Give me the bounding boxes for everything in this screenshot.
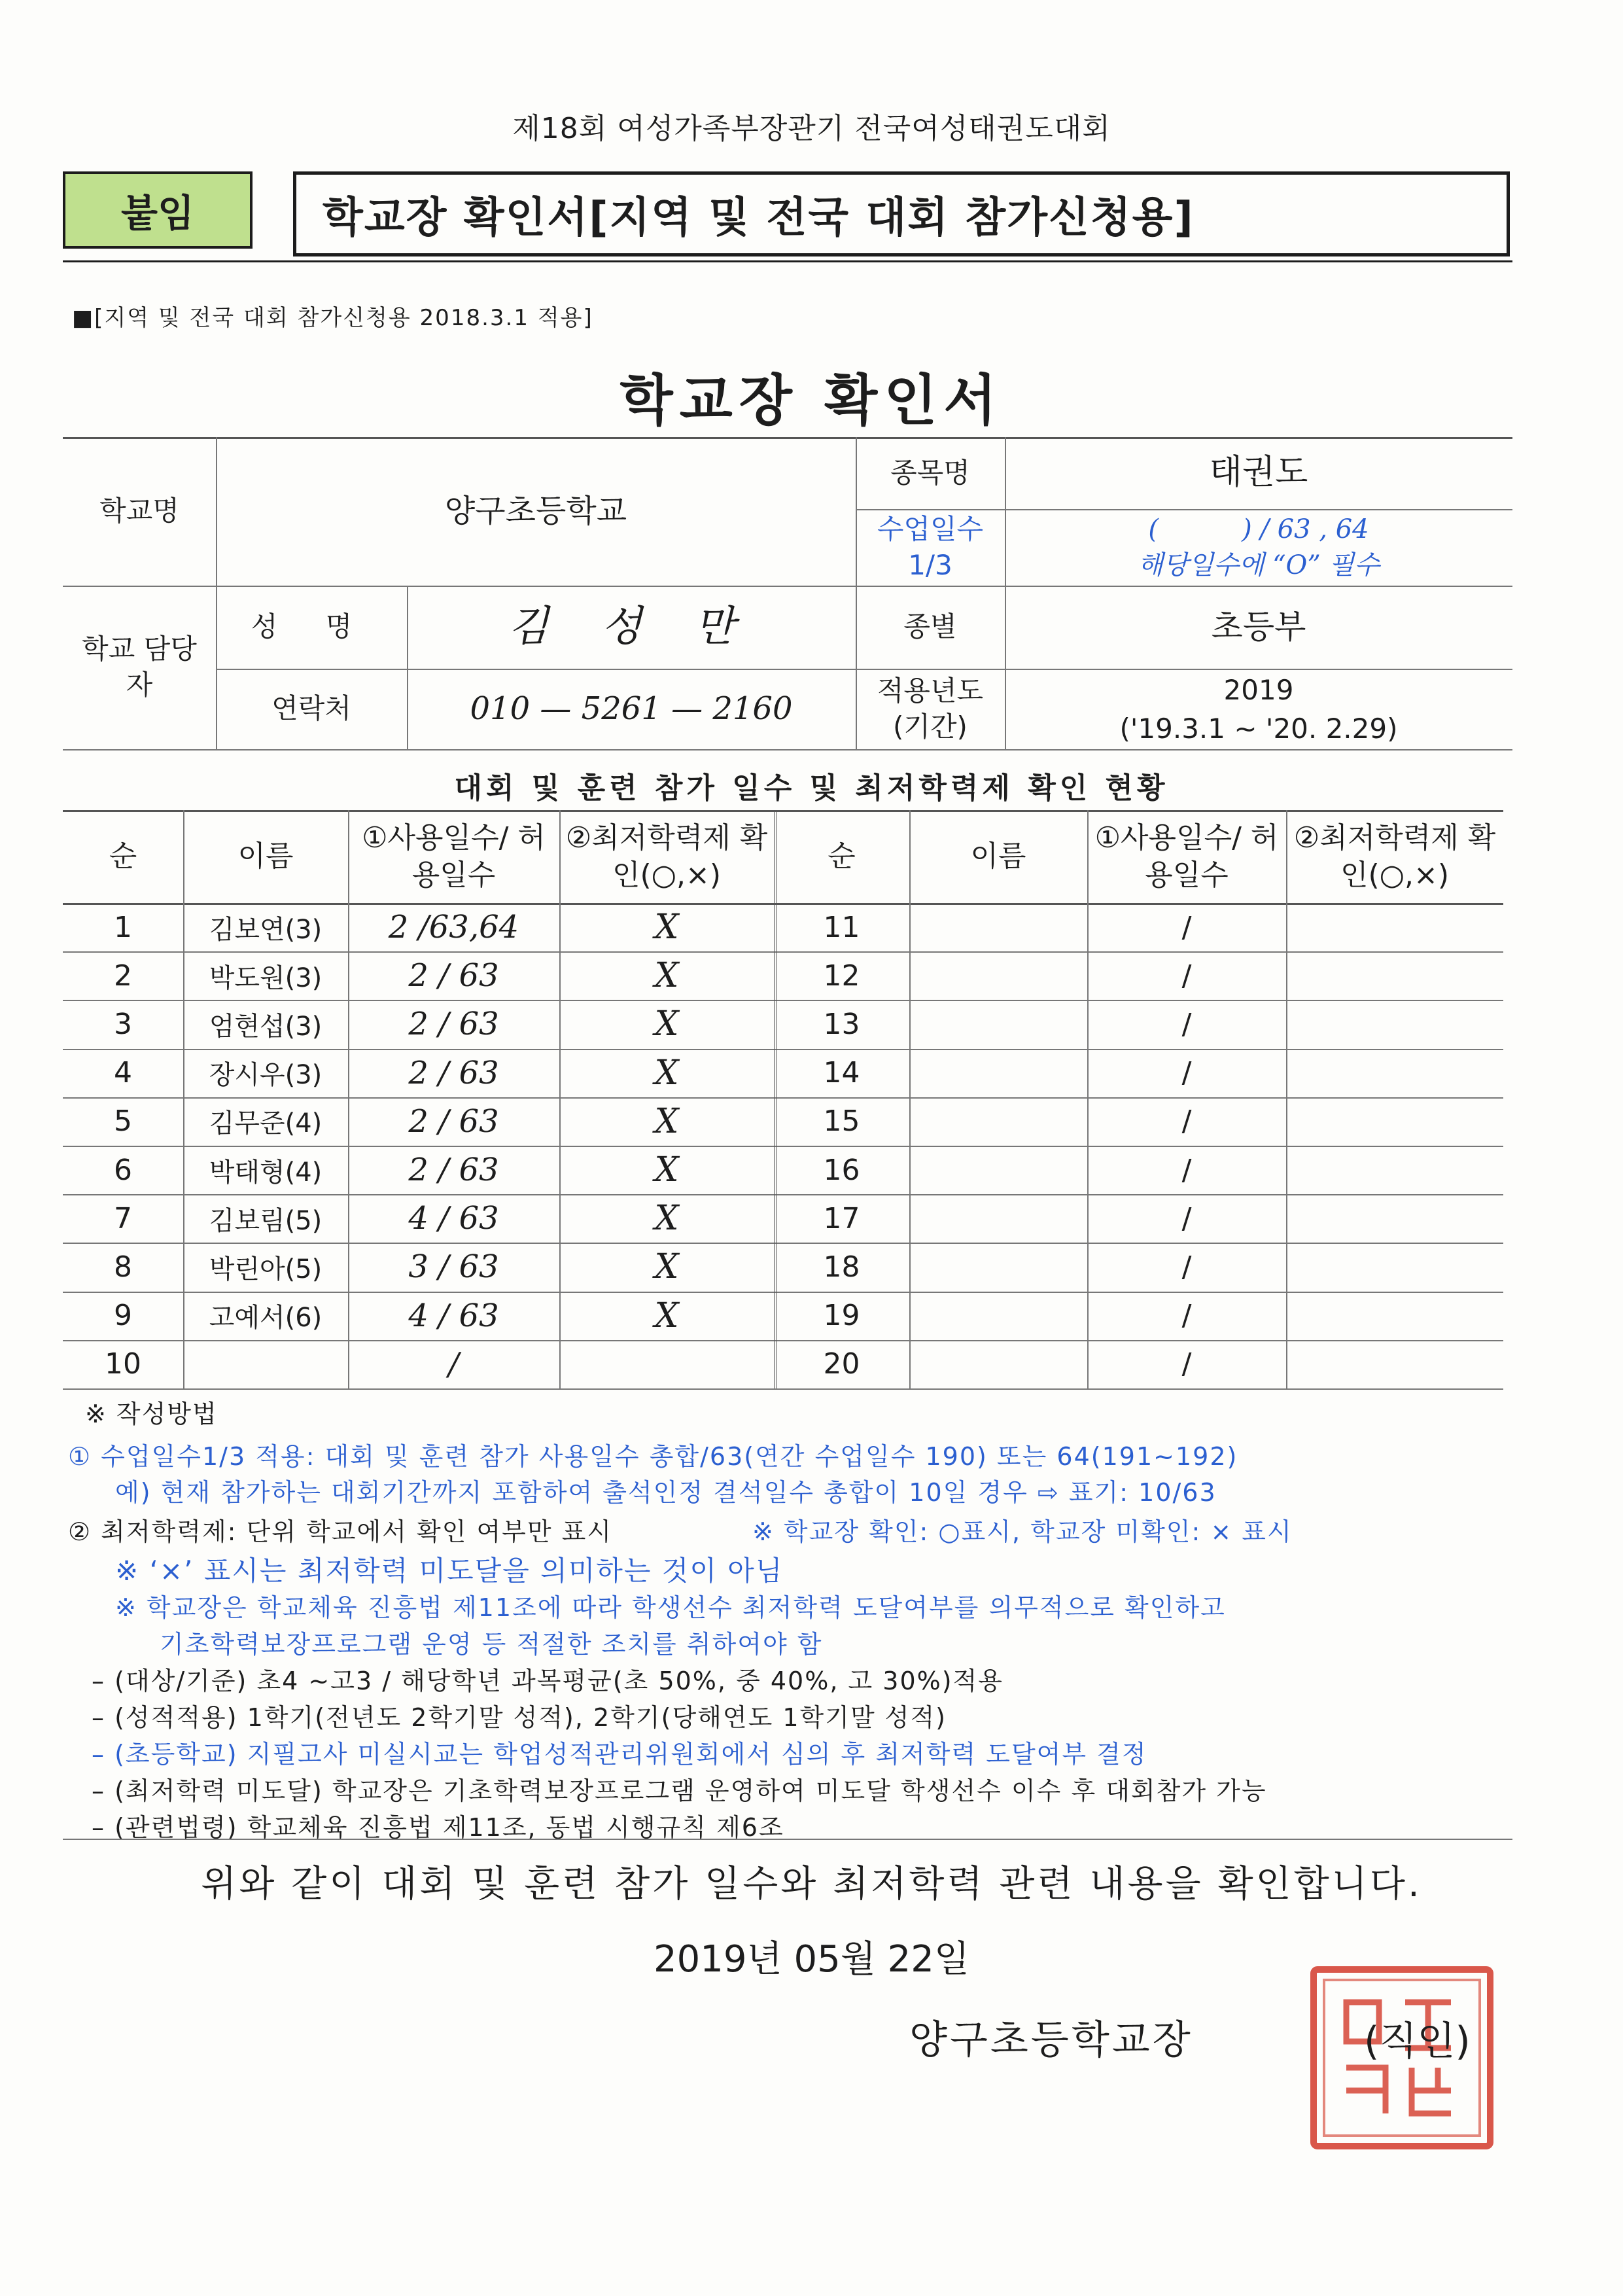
min-academic-mark [1286,903,1503,951]
days-used: 2 / 63 [408,1152,499,1189]
min-academic-mark [1286,1146,1503,1194]
days-used: 3 / 63 [408,1248,499,1286]
days-used: / [1181,959,1192,993]
class-days-label: 수업일수 1/3 [877,512,984,581]
min-academic-mark: X [654,956,679,996]
note-2c: ※ 학교장은 학교체육 진흥법 제11조에 따라 학생선수 최저학력 도달여부를 의무적으로 확인하고 [115,1593,1226,1622]
sport-label: 종목명 [890,456,970,489]
info-table-line [63,749,1512,751]
note-detail-2: – (성적적용) 1학기(전년도 2학기말 성적), 2학기(당해연도 1학기말 성적) [92,1703,947,1732]
divider [63,260,1512,262]
min-academic-mark: X [654,1101,679,1141]
min-academic-mark: X [654,1004,679,1044]
student-name: 박태형(4) [209,1157,323,1188]
student-name: 장시우(3) [209,1060,323,1091]
student-name [909,1000,1087,1048]
days-used: / [1181,1347,1192,1381]
school-value: 양구초등학교 [444,493,627,530]
student-name [909,1292,1087,1340]
days-used: / [1181,1299,1192,1333]
row-number: 16 [823,1153,860,1187]
days-used: 4 / 63 [408,1200,499,1237]
row-number: 7 [114,1201,132,1235]
notes-heading: ※ 작성방법 [85,1400,218,1428]
student-name [909,903,1087,951]
min-academic-mark: X [654,1296,679,1335]
attachment-badge: 붙임 [63,171,253,249]
document-title: 학교장 확인서 [620,368,1003,433]
note-2a-blue: ※ 학교장 확인: ○표시, 학교장 미확인: × 표시 [752,1517,1293,1546]
min-academic-mark: X [654,1199,679,1239]
student-name [909,1146,1087,1194]
days-used: / [1181,1250,1192,1284]
student-name [909,1049,1087,1097]
days-used: 2 /63,64 [388,909,519,946]
table-header-days: ①사용일수/ 허용일수 [1094,821,1279,892]
row-number: 20 [823,1347,860,1381]
table-header-no: 순 [828,839,856,874]
note-2d: 기초학력보장프로그램 운영 등 적절한 조치를 취하여야 함 [160,1630,823,1659]
student-name [183,1340,348,1388]
min-academic-mark [1286,1049,1503,1097]
name-label: 성 명 [251,610,372,643]
days-used: / [1181,1153,1192,1187]
table-header-name: 이름 [237,839,294,874]
min-academic-mark [559,1340,774,1388]
student-name: 박린아(5) [209,1254,323,1284]
row-number: 18 [823,1250,860,1284]
note-1b: 예) 현재 참가하는 대회기간까지 포함하여 출석인정 결석일수 총합이 10일 경우 ⇨ 표기: 10/63 [115,1478,1217,1507]
event-title: 제18회 여성가족부장관기 전국여성태권도대회 [512,112,1111,145]
applies-note: ■[지역 및 전국 대회 참가신청용 2018.3.1 적용] [72,305,593,331]
note-detail-3: – (초등학교) 지필고사 미실시교는 학업성적관리위원회에서 심의 후 최저학력 도달여부 결정 [92,1740,1147,1769]
sport-value: 태권도 [1209,453,1308,493]
days-used: / [1181,910,1192,944]
min-academic-mark [1286,1292,1503,1340]
row-number: 12 [823,959,860,993]
note-detail-5: – (관련법령) 학교체육 진흥법 제11조, 동법 시행규칙 제6조 [92,1813,784,1842]
row-number: 2 [114,959,132,993]
student-name: 엄현섭(3) [209,1011,323,1042]
row-number: 1 [114,910,132,944]
contact-label: 연락처 [271,692,351,725]
table-header-no: 순 [109,839,137,874]
year-value: 2019 [1223,673,1294,706]
division-label: 종별 [903,610,957,643]
days-used: 2 / 63 [408,1103,499,1140]
days-used: 2 / 63 [408,1054,499,1091]
min-academic-mark [1286,951,1503,1000]
class-days-note: 해당일수에 “O” 필수 [1138,550,1380,580]
min-academic-mark [1286,1000,1503,1048]
days-used: / [1181,1056,1192,1090]
row-number: 19 [823,1299,860,1333]
row-number: 11 [823,910,860,944]
attachment-title: 학교장 확인서[지역 및 전국 대회 참가신청용] [293,171,1510,256]
student-name [909,1097,1087,1146]
confirmation-statement: 위와 같이 대회 및 훈련 참가 일수와 최저학력 관련 내용을 확인합니다. [201,1863,1422,1905]
manager-name: 김 성 만 [508,602,755,651]
student-name: 김보연(3) [209,914,323,945]
table-header-days: ①사용일수/ 허용일수 [362,821,546,892]
signature-date: 2019년 05월 22일 [654,1938,969,1981]
table-header-name: 이름 [970,839,1026,874]
days-used: 2 / 63 [408,957,499,995]
row-number: 10 [105,1347,141,1381]
manager-label: 학교 담당자 [82,633,197,701]
student-name [909,1243,1087,1291]
min-academic-mark [1286,1097,1503,1146]
row-number: 15 [823,1104,860,1139]
days-used: / [448,1345,459,1383]
note-2a: ② 최저학력제: 단위 학교에서 확인 여부만 표시 [68,1517,613,1546]
table-header-min: ②최저학력제 확인(○,×) [1293,821,1496,892]
days-used: / [1181,1007,1192,1041]
days-used: 2 / 63 [408,1006,499,1043]
min-academic-mark [1286,1243,1503,1291]
division-value: 초등부 [1211,608,1306,646]
table-header-min: ②최저학력제 확인(○,×) [565,821,768,892]
note-1a: ① 수업일수1/3 적용: 대회 및 훈련 참가 사용일수 총합/63(연간 수업일수 190) 또는 64(191~192) [68,1442,1238,1471]
student-name [909,951,1087,1000]
class-days-value: ( ) / 63 , 64 [1148,514,1369,544]
note-detail-1: – (대상/기준) 초4 ~고3 / 해당학년 과목평균(초 50%, 중 40%, 고 30%)적용 [92,1667,1003,1695]
section-heading: 대회 및 훈련 참가 일수 및 최저학력제 확인 현황 [454,771,1169,805]
school-label: 학교명 [99,495,179,527]
row-number: 9 [114,1299,132,1333]
min-academic-mark: X [654,1247,679,1287]
contact-value: 010 — 5261 — 2160 [470,690,793,728]
row-number: 4 [114,1056,132,1090]
student-name: 김무준(4) [209,1108,323,1139]
row-number: 8 [114,1250,132,1284]
student-name [909,1340,1087,1388]
student-name: 박도원(3) [209,963,323,993]
row-number: 6 [114,1153,132,1187]
principal-title: 양구초등학교장 [909,2017,1193,2063]
divider [63,1839,1512,1840]
note-2b: ※ ‘×’ 표시는 최저학력 미도달을 의미하는 것이 아님 [115,1555,784,1587]
min-academic-mark: X [654,908,679,947]
min-academic-mark: X [654,1053,679,1093]
row-number: 5 [114,1104,132,1139]
days-used: / [1181,1104,1192,1139]
year-period: ('19.3.1 ~ '20. 2.29) [1119,712,1398,745]
student-name: 김보림(5) [209,1205,323,1236]
row-number: 17 [823,1201,860,1235]
days-used: / [1181,1201,1192,1235]
min-academic-mark [1286,1194,1503,1243]
row-number: 14 [823,1056,860,1090]
seal-label: (직인) [1364,2019,1471,2064]
days-used: 4 / 63 [408,1297,499,1334]
note-detail-4: – (최저학력 미도달) 학교장은 기초학력보장프로그램 운영하여 미도달 학생선수 이수 후 대회참가 가능 [92,1776,1267,1805]
row-number: 13 [823,1007,860,1041]
year-label: 적용년도 (기간) [877,674,984,743]
table-line [63,1388,1503,1390]
row-number: 3 [114,1007,132,1041]
student-name [909,1194,1087,1243]
min-academic-mark: X [654,1150,679,1190]
student-name: 고예서(6) [209,1303,323,1333]
min-academic-mark [1286,1340,1503,1388]
